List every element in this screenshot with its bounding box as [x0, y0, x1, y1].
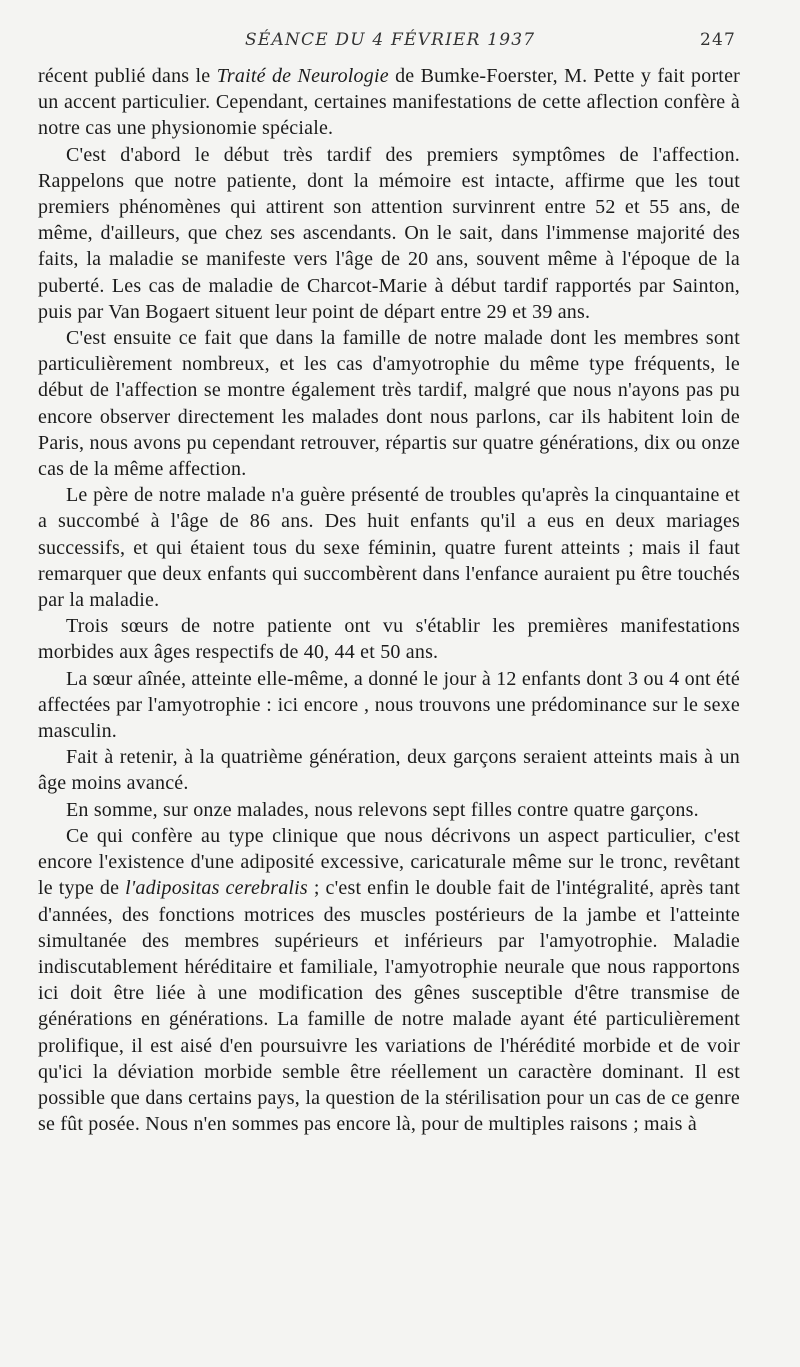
text-run: Ce qui confère au type clinique que nous décrivons un aspect particulier, c'est encore l'existence d'une adiposité excessive, caricaturale même sur le tronc, revêtant le type de	[38, 824, 740, 900]
text-run: Le père de notre malade n'a guère présenté de troubles qu'après la cinquantaine et a succombé à l'âge de 86 ans. Des huit enfants qu'il a eus en deux mariages successifs, et qui étaient tous du sexe féminin, quatre furent atteints ; mais il faut remarquer que deux enfants qui succombèrent dans l'enfance auraient pu être touchés par la maladie.	[38, 484, 740, 612]
paragraph	[38, 142, 740, 325]
italic-text: Traité de Neurologie	[216, 65, 389, 87]
text-run: Trois sœurs de notre patiente ont vu s'établir les premières manifestations morbides aux âges respectifs de 40, 44 et 50 ans.	[38, 615, 740, 664]
page-number: 247	[699, 30, 736, 50]
paragraph	[38, 63, 740, 142]
text-run: C'est ensuite ce fait que dans la famille de notre malade dont les membres sont particulièrement nombreux, et les cas d'amyotrophie du même type fréquents, le début de l'affection se montre également très tardif, malgré que nous n'ayons pas pu encore observer directement les malades dont nous parlons, car ils habitent loin de Paris, nous avons pu cependant retrouver, répartis sur quatre générations, dix ou onze cas de la même affection.	[38, 327, 740, 481]
running-title: SÉANCE DU 4 FÉVRIER 1937	[245, 30, 536, 50]
paragraph	[38, 613, 740, 665]
paragraph	[38, 482, 740, 613]
text-run: ; c'est enfin le double fait de l'intégralité, après tant d'années, des fonctions motrices des muscles postérieurs de la jambe et l'atteinte simultanée des membres supérieurs et inférieurs par l'amyotrophie. Maladie indiscutablement héréditaire et familiale, l'amyotrophie neurale que nous rapportons ici doit être liée à une modification des gênes susceptible d'être transmise de générations en générations. La famille de notre malade ayant été particulièrement prolifique, il est aisé d'en poursuivre les variations de l'hérédité morbide et de voir qu'ici la déviation morbide semble être réellement un caractère dominant. Il est possible que dans certains pays, la question de la stérilisation pour un cas de ce genre se fût posée. Nous n'en sommes pas encore là, pour de multiples raisons ; mais à	[38, 877, 740, 1136]
paragraph	[38, 823, 740, 1137]
body-text	[38, 63, 740, 1137]
text-run: de Bumke-Foerster, M. Pette y fait porter un accent particulier. Cependant, certaines manifestations de cette aflection confère à notre cas une physionomie spéciale.	[38, 65, 741, 140]
paragraph	[38, 797, 740, 823]
text-run: C'est d'abord le début très tardif des premiers symptômes de l'affection. Rappelons que notre patiente, dont la mémoire est intacte, affirme que les tout premiers phénomènes qui attirent son attention survinrent entre 52 et 55 ans, de même, d'ailleurs, que chez ses ascendants. On le sait, dans l'immense majorité des faits, la maladie se manifeste vers l'âge de 20 ans, souvent même à l'époque de la puberté. Les cas de maladie de Charcot-Marie à début tardif rapportés par Sainton, puis par Van Bogaert situent leur point de départ entre 29 et 39 ans.	[38, 143, 740, 323]
text-run: Fait à retenir, à la quatrième génération, deux garçons seraient atteints mais à un âge moins avancé.	[38, 746, 740, 795]
paragraph	[38, 325, 740, 482]
running-header	[42, 28, 742, 56]
text-run: En somme, sur onze malades, nous relevons sept filles contre quatre garçons.	[66, 798, 699, 821]
text-run: récent publié dans le	[38, 65, 217, 87]
paragraph	[38, 666, 740, 745]
paragraph	[38, 744, 740, 796]
italic-text: l'adipositas cerebralis	[125, 877, 308, 900]
text-run: La sœur aînée, atteinte elle-même, a donné le jour à 12 enfants dont 3 ou 4 ont été affectées par l'amyotrophie : ici encore , nous trouvons une prédominance sur le sexe masculin.	[38, 667, 740, 743]
